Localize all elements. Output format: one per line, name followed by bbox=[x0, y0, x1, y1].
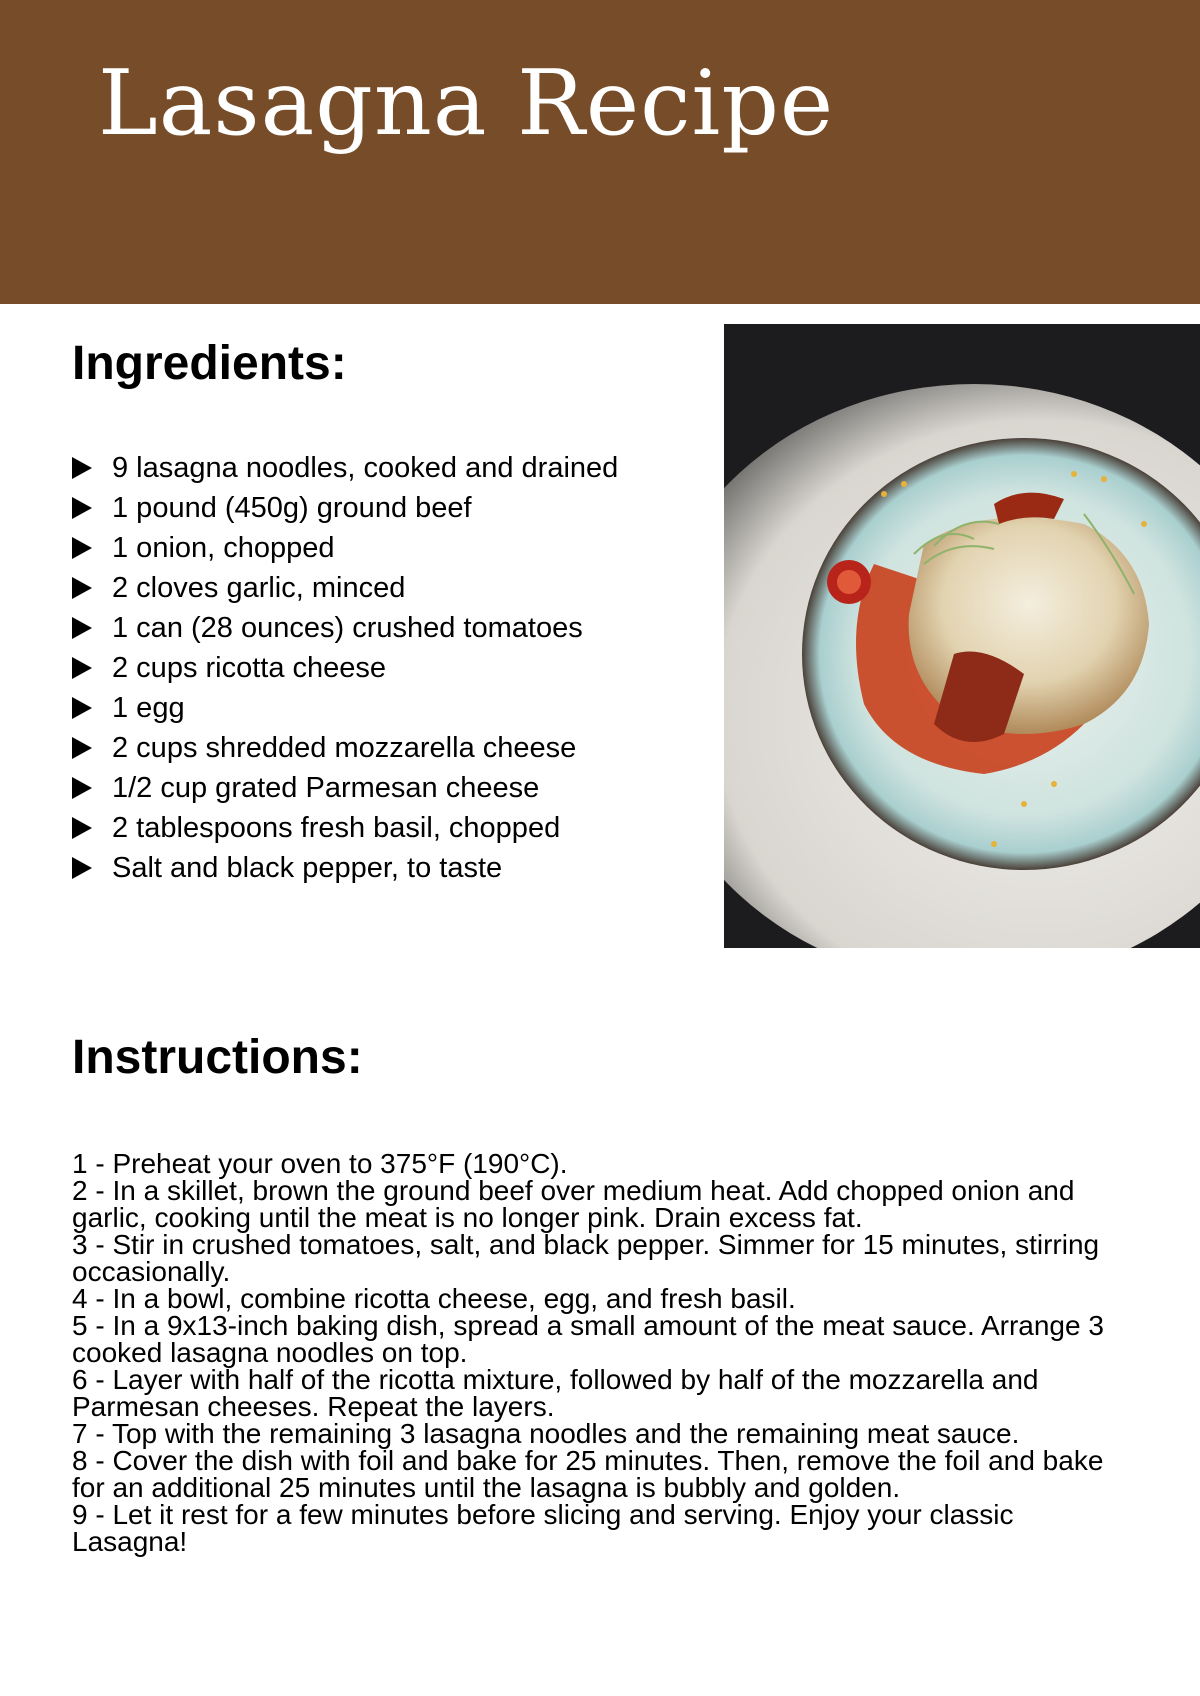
triangle-right-icon bbox=[72, 617, 92, 639]
ingredient-item bbox=[72, 488, 692, 528]
triangle-right-icon bbox=[72, 497, 92, 519]
ingredient-text: 1 egg bbox=[112, 692, 185, 724]
instruction-step: 3 - Stir in crushed tomatoes, salt, and black pepper. Simmer for 15 minutes, stirring occasionally. bbox=[72, 1229, 1100, 1287]
ingredient-text: 1/2 cup grated Parmesan cheese bbox=[112, 772, 540, 804]
page-title: Lasagna Recipe bbox=[98, 51, 835, 156]
instruction-step: 1 - Preheat your oven to 375°F (190°C). bbox=[72, 1148, 568, 1179]
ingredient-text: 2 cups ricotta cheese bbox=[112, 652, 387, 684]
ingredient-item bbox=[72, 728, 692, 768]
ingredient-text: 2 cups shredded mozzarella cheese bbox=[112, 732, 577, 764]
ingredients-list bbox=[72, 448, 692, 888]
ingredient-text: 2 tablespoons fresh basil, chopped bbox=[112, 812, 561, 844]
instruction-step: 7 - Top with the remaining 3 lasagna noodles and the remaining meat sauce. bbox=[72, 1418, 1020, 1449]
triangle-right-icon bbox=[72, 697, 92, 719]
instructions-heading: Instructions: bbox=[72, 1031, 363, 1084]
triangle-right-icon bbox=[72, 537, 92, 559]
ingredient-item bbox=[72, 808, 692, 848]
ingredient-item bbox=[72, 608, 692, 648]
ingredient-item bbox=[72, 768, 692, 808]
header-banner bbox=[0, 0, 1200, 304]
instruction-step: 9 - Let it rest for a few minutes before slicing and serving. Enjoy your classic Lasagna! bbox=[72, 1499, 1014, 1557]
triangle-right-icon bbox=[72, 857, 92, 879]
triangle-right-icon bbox=[72, 657, 92, 679]
ingredient-text: 1 onion, chopped bbox=[112, 532, 335, 564]
ingredient-text: 2 cloves garlic, minced bbox=[112, 572, 406, 604]
instruction-step: 4 - In a bowl, combine ricotta cheese, egg, and fresh basil. bbox=[72, 1283, 796, 1314]
instruction-step: 8 - Cover the dish with foil and bake for 25 minutes. Then, remove the foil and bake for an additional 25 minutes until the lasagna is bubbly and golden. bbox=[72, 1445, 1104, 1503]
ingredient-text: 1 pound (450g) ground beef bbox=[112, 492, 472, 524]
ingredient-item bbox=[72, 848, 692, 888]
triangle-right-icon bbox=[72, 817, 92, 839]
ingredient-text: 1 can (28 ounces) crushed tomatoes bbox=[112, 612, 583, 644]
triangle-right-icon bbox=[72, 777, 92, 799]
ingredient-item bbox=[72, 648, 692, 688]
triangle-right-icon bbox=[72, 577, 92, 599]
ingredient-item bbox=[72, 688, 692, 728]
instructions-list bbox=[72, 1150, 1132, 1555]
ingredient-item bbox=[72, 568, 692, 608]
ingredient-text: 9 lasagna noodles, cooked and drained bbox=[112, 452, 619, 484]
ingredient-item bbox=[72, 448, 692, 488]
triangle-right-icon bbox=[72, 457, 92, 479]
lasagna-photo bbox=[724, 324, 1200, 948]
cherry-tomato bbox=[837, 570, 861, 594]
ingredient-text: Salt and black pepper, to taste bbox=[112, 852, 503, 884]
ingredient-item bbox=[72, 528, 692, 568]
ingredients-heading: Ingredients: bbox=[72, 337, 347, 390]
instruction-step: 6 - Layer with half of the ricotta mixture, followed by half of the mozzarella and Parmesan cheeses. Repeat the layers. bbox=[72, 1364, 1039, 1422]
instruction-step: 2 - In a skillet, brown the ground beef over medium heat. Add chopped onion and garlic, cooking until the meat is no longer pink. Drain excess fat. bbox=[72, 1175, 1075, 1233]
triangle-right-icon bbox=[72, 737, 92, 759]
instruction-step: 5 - In a 9x13-inch baking dish, spread a small amount of the meat sauce. Arrange 3 cooked lasagna noodles on top. bbox=[72, 1310, 1104, 1368]
